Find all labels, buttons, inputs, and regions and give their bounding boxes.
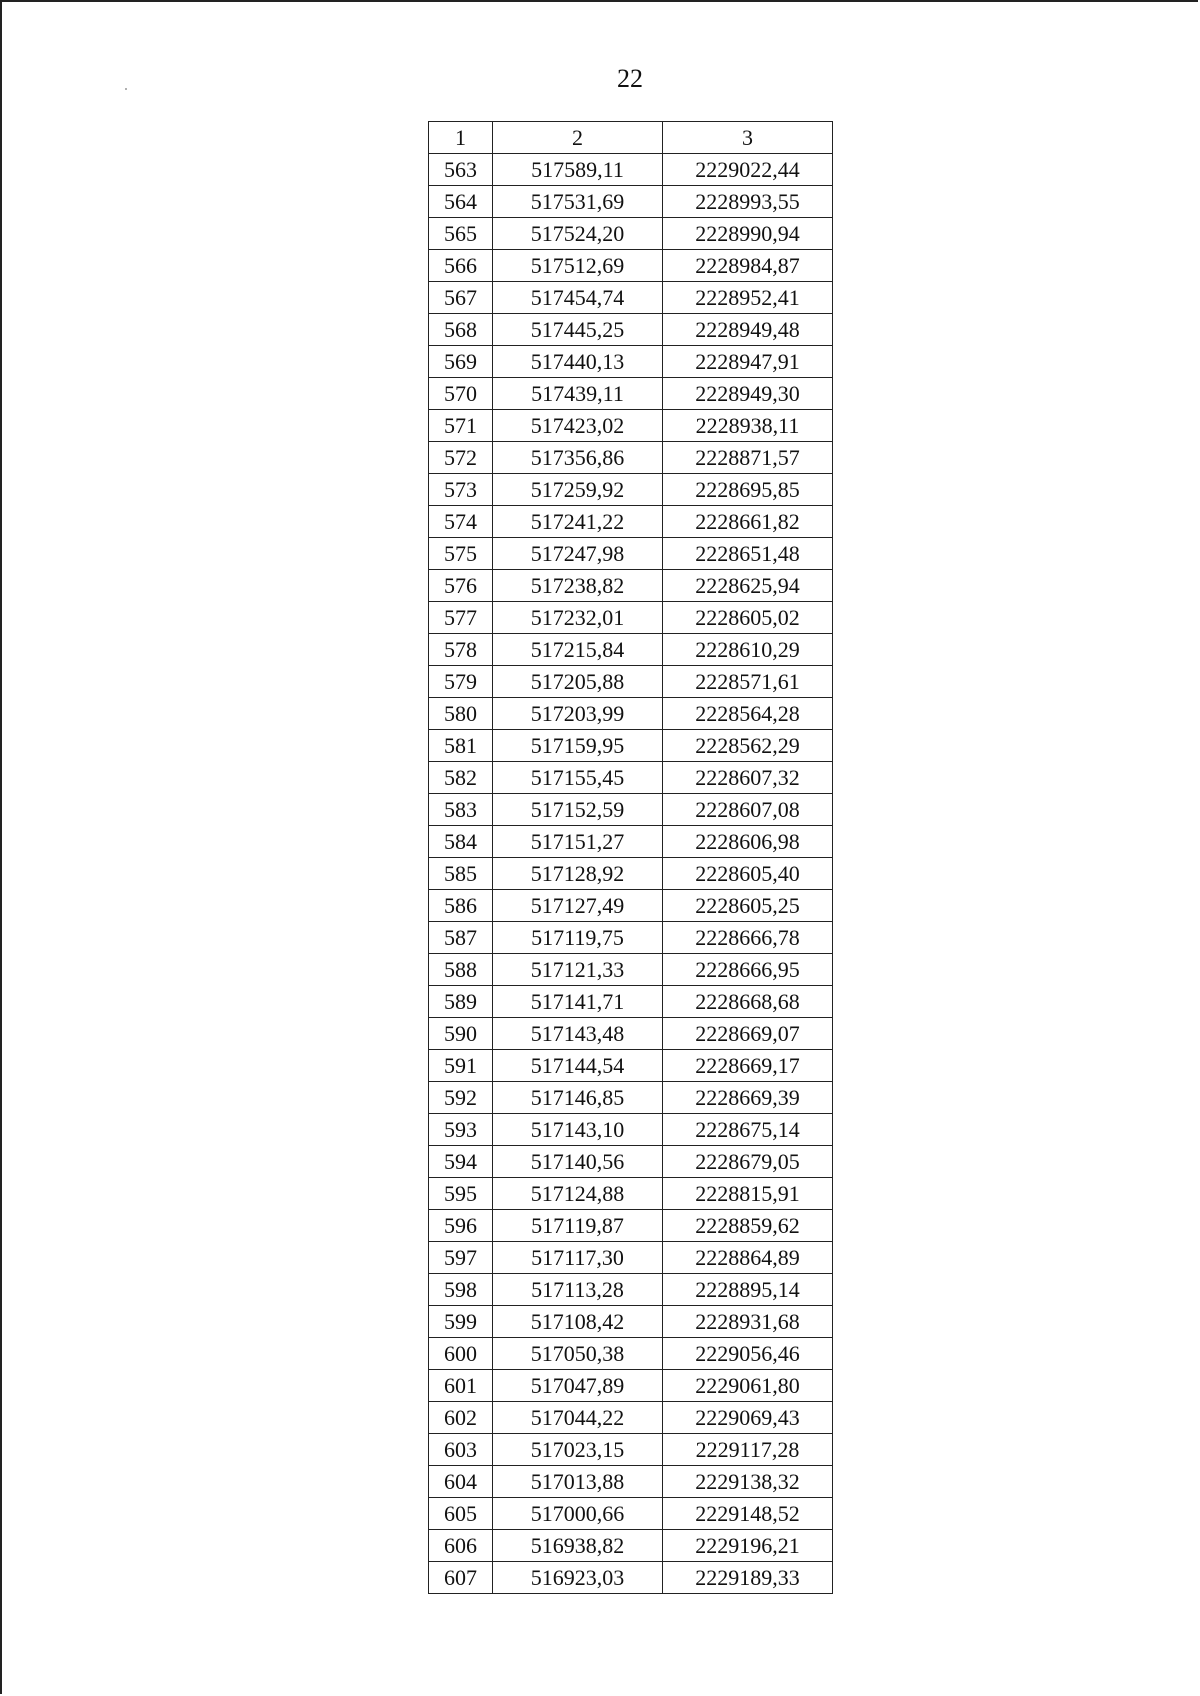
table-row [429, 858, 833, 890]
table-row [429, 1050, 833, 1082]
x-coordinate-cell: 516923,03 [493, 1562, 663, 1594]
point-number-cell: 576 [429, 570, 493, 602]
y-coordinate-cell: 2228666,95 [663, 954, 833, 986]
x-coordinate-cell: 517205,88 [493, 666, 663, 698]
x-coordinate-cell: 517128,92 [493, 858, 663, 890]
point-number-cell: 596 [429, 1210, 493, 1242]
x-coordinate-cell: 517454,74 [493, 282, 663, 314]
point-number-cell: 579 [429, 666, 493, 698]
x-coordinate-cell: 517050,38 [493, 1338, 663, 1370]
table-row [429, 1210, 833, 1242]
x-coordinate-cell: 517440,13 [493, 346, 663, 378]
point-number-cell: 574 [429, 506, 493, 538]
table-row [429, 794, 833, 826]
y-coordinate-cell: 2228661,82 [663, 506, 833, 538]
table-row [429, 1306, 833, 1338]
x-coordinate-cell: 517124,88 [493, 1178, 663, 1210]
point-number-cell: 582 [429, 762, 493, 794]
point-number-cell: 601 [429, 1370, 493, 1402]
y-coordinate-cell: 2229061,80 [663, 1370, 833, 1402]
table-row [429, 218, 833, 250]
x-coordinate-cell: 517445,25 [493, 314, 663, 346]
table-row [429, 1402, 833, 1434]
y-coordinate-cell: 2228815,91 [663, 1178, 833, 1210]
point-number-cell: 567 [429, 282, 493, 314]
y-coordinate-cell: 2228605,25 [663, 890, 833, 922]
table-row [429, 730, 833, 762]
x-coordinate-cell: 517159,95 [493, 730, 663, 762]
y-coordinate-cell: 2229056,46 [663, 1338, 833, 1370]
y-coordinate-cell: 2228607,32 [663, 762, 833, 794]
point-number-cell: 584 [429, 826, 493, 858]
x-coordinate-cell: 517215,84 [493, 634, 663, 666]
x-coordinate-cell: 517013,88 [493, 1466, 663, 1498]
y-coordinate-cell: 2228607,08 [663, 794, 833, 826]
y-coordinate-cell: 2228625,94 [663, 570, 833, 602]
point-number-cell: 568 [429, 314, 493, 346]
x-coordinate-cell: 517141,71 [493, 986, 663, 1018]
point-number-cell: 605 [429, 1498, 493, 1530]
y-coordinate-cell: 2228993,55 [663, 186, 833, 218]
table-row [429, 1434, 833, 1466]
table-row [429, 1082, 833, 1114]
table-body [429, 154, 833, 1594]
point-number-cell: 586 [429, 890, 493, 922]
table-row [429, 1530, 833, 1562]
y-coordinate-cell: 2228675,14 [663, 1114, 833, 1146]
x-coordinate-cell: 517143,48 [493, 1018, 663, 1050]
y-coordinate-cell: 2228695,85 [663, 474, 833, 506]
table-row [429, 1466, 833, 1498]
table-row [429, 634, 833, 666]
table-row [429, 442, 833, 474]
x-coordinate-cell: 517127,49 [493, 890, 663, 922]
point-number-cell: 580 [429, 698, 493, 730]
x-coordinate-cell: 517143,10 [493, 1114, 663, 1146]
point-number-cell: 589 [429, 986, 493, 1018]
y-coordinate-cell: 2228571,61 [663, 666, 833, 698]
table-row [429, 282, 833, 314]
table-row [429, 890, 833, 922]
point-number-cell: 573 [429, 474, 493, 506]
point-number-cell: 581 [429, 730, 493, 762]
y-coordinate-cell: 2229022,44 [663, 154, 833, 186]
table-row [429, 1242, 833, 1274]
y-coordinate-cell: 2228947,91 [663, 346, 833, 378]
table-row [429, 186, 833, 218]
point-number-cell: 566 [429, 250, 493, 282]
x-coordinate-cell: 517108,42 [493, 1306, 663, 1338]
point-number-cell: 606 [429, 1530, 493, 1562]
table-row [429, 1370, 833, 1402]
point-number-cell: 604 [429, 1466, 493, 1498]
y-coordinate-cell: 2228606,98 [663, 826, 833, 858]
table-row [429, 410, 833, 442]
point-number-cell: 595 [429, 1178, 493, 1210]
table-row [429, 762, 833, 794]
table-row [429, 1562, 833, 1594]
table-row [429, 250, 833, 282]
x-coordinate-cell: 517203,99 [493, 698, 663, 730]
y-coordinate-cell: 2229117,28 [663, 1434, 833, 1466]
point-number-cell: 602 [429, 1402, 493, 1434]
header-cell: 1 [429, 122, 493, 154]
table-row [429, 570, 833, 602]
y-coordinate-cell: 2228871,57 [663, 442, 833, 474]
x-coordinate-cell: 517259,92 [493, 474, 663, 506]
y-coordinate-cell: 2228990,94 [663, 218, 833, 250]
x-coordinate-cell: 517144,54 [493, 1050, 663, 1082]
point-number-cell: 588 [429, 954, 493, 986]
y-coordinate-cell: 2229069,43 [663, 1402, 833, 1434]
y-coordinate-cell: 2228864,89 [663, 1242, 833, 1274]
table-row [429, 922, 833, 954]
x-coordinate-cell: 516938,82 [493, 1530, 663, 1562]
point-number-cell: 577 [429, 602, 493, 634]
point-number-cell: 583 [429, 794, 493, 826]
point-number-cell: 603 [429, 1434, 493, 1466]
x-coordinate-cell: 517531,69 [493, 186, 663, 218]
y-coordinate-cell: 2228605,02 [663, 602, 833, 634]
point-number-cell: 572 [429, 442, 493, 474]
point-number-cell: 607 [429, 1562, 493, 1594]
table-row [429, 314, 833, 346]
x-coordinate-cell: 517589,11 [493, 154, 663, 186]
y-coordinate-cell: 2229189,33 [663, 1562, 833, 1594]
x-coordinate-cell: 517232,01 [493, 602, 663, 634]
table-row [429, 1018, 833, 1050]
y-coordinate-cell: 2228895,14 [663, 1274, 833, 1306]
x-coordinate-cell: 517119,87 [493, 1210, 663, 1242]
table-row [429, 698, 833, 730]
table-row [429, 346, 833, 378]
table-header-row [429, 122, 833, 154]
y-coordinate-cell: 2229148,52 [663, 1498, 833, 1530]
point-number-cell: 600 [429, 1338, 493, 1370]
x-coordinate-cell: 517439,11 [493, 378, 663, 410]
table-row [429, 1178, 833, 1210]
x-coordinate-cell: 517247,98 [493, 538, 663, 570]
table-row [429, 1338, 833, 1370]
table-row [429, 1274, 833, 1306]
point-number-cell: 598 [429, 1274, 493, 1306]
x-coordinate-cell: 517155,45 [493, 762, 663, 794]
x-coordinate-cell: 517241,22 [493, 506, 663, 538]
y-coordinate-cell: 2228669,17 [663, 1050, 833, 1082]
point-number-cell: 571 [429, 410, 493, 442]
y-coordinate-cell: 2228949,48 [663, 314, 833, 346]
y-coordinate-cell: 2228952,41 [663, 282, 833, 314]
x-coordinate-cell: 517119,75 [493, 922, 663, 954]
point-number-cell: 590 [429, 1018, 493, 1050]
table-row [429, 474, 833, 506]
table-row [429, 954, 833, 986]
table-row [429, 826, 833, 858]
x-coordinate-cell: 517238,82 [493, 570, 663, 602]
y-coordinate-cell: 2229196,21 [663, 1530, 833, 1562]
y-coordinate-cell: 2228859,62 [663, 1210, 833, 1242]
table-row [429, 1146, 833, 1178]
point-number-cell: 563 [429, 154, 493, 186]
point-number-cell: 594 [429, 1146, 493, 1178]
point-number-cell: 569 [429, 346, 493, 378]
y-coordinate-cell: 2228564,28 [663, 698, 833, 730]
point-number-cell: 578 [429, 634, 493, 666]
x-coordinate-cell: 517044,22 [493, 1402, 663, 1434]
y-coordinate-cell: 2228668,68 [663, 986, 833, 1018]
y-coordinate-cell: 2228669,39 [663, 1082, 833, 1114]
table-row [429, 378, 833, 410]
header-cell: 2 [493, 122, 663, 154]
y-coordinate-cell: 2228666,78 [663, 922, 833, 954]
coordinates-table [428, 121, 833, 1594]
y-coordinate-cell: 2228562,29 [663, 730, 833, 762]
table-row [429, 1498, 833, 1530]
y-coordinate-cell: 2228679,05 [663, 1146, 833, 1178]
point-number-cell: 565 [429, 218, 493, 250]
y-coordinate-cell: 2228984,87 [663, 250, 833, 282]
point-number-cell: 587 [429, 922, 493, 954]
table-row [429, 538, 833, 570]
x-coordinate-cell: 517151,27 [493, 826, 663, 858]
x-coordinate-cell: 517152,59 [493, 794, 663, 826]
x-coordinate-cell: 517121,33 [493, 954, 663, 986]
point-number-cell: 597 [429, 1242, 493, 1274]
table-row [429, 506, 833, 538]
x-coordinate-cell: 517000,66 [493, 1498, 663, 1530]
x-coordinate-cell: 517423,02 [493, 410, 663, 442]
point-number-cell: 570 [429, 378, 493, 410]
point-number-cell: 591 [429, 1050, 493, 1082]
table-row [429, 986, 833, 1018]
y-coordinate-cell: 2228605,40 [663, 858, 833, 890]
header-cell: 3 [663, 122, 833, 154]
y-coordinate-cell: 2228938,11 [663, 410, 833, 442]
x-coordinate-cell: 517047,89 [493, 1370, 663, 1402]
table-row [429, 154, 833, 186]
x-coordinate-cell: 517524,20 [493, 218, 663, 250]
x-coordinate-cell: 517512,69 [493, 250, 663, 282]
table-row [429, 1114, 833, 1146]
y-coordinate-cell: 2229138,32 [663, 1466, 833, 1498]
y-coordinate-cell: 2228610,29 [663, 634, 833, 666]
y-coordinate-cell: 2228931,68 [663, 1306, 833, 1338]
y-coordinate-cell: 2228669,07 [663, 1018, 833, 1050]
x-coordinate-cell: 517113,28 [493, 1274, 663, 1306]
point-number-cell: 585 [429, 858, 493, 890]
point-number-cell: 593 [429, 1114, 493, 1146]
page-number: 22 [617, 64, 643, 93]
x-coordinate-cell: 517023,15 [493, 1434, 663, 1466]
x-coordinate-cell: 517140,56 [493, 1146, 663, 1178]
x-coordinate-cell: 517117,30 [493, 1242, 663, 1274]
table-row [429, 666, 833, 698]
y-coordinate-cell: 2228651,48 [663, 538, 833, 570]
y-coordinate-cell: 2228949,30 [663, 378, 833, 410]
point-number-cell: 575 [429, 538, 493, 570]
point-number-cell: 599 [429, 1306, 493, 1338]
x-coordinate-cell: 517146,85 [493, 1082, 663, 1114]
point-number-cell: 564 [429, 186, 493, 218]
point-number-cell: 592 [429, 1082, 493, 1114]
table-row [429, 602, 833, 634]
x-coordinate-cell: 517356,86 [493, 442, 663, 474]
